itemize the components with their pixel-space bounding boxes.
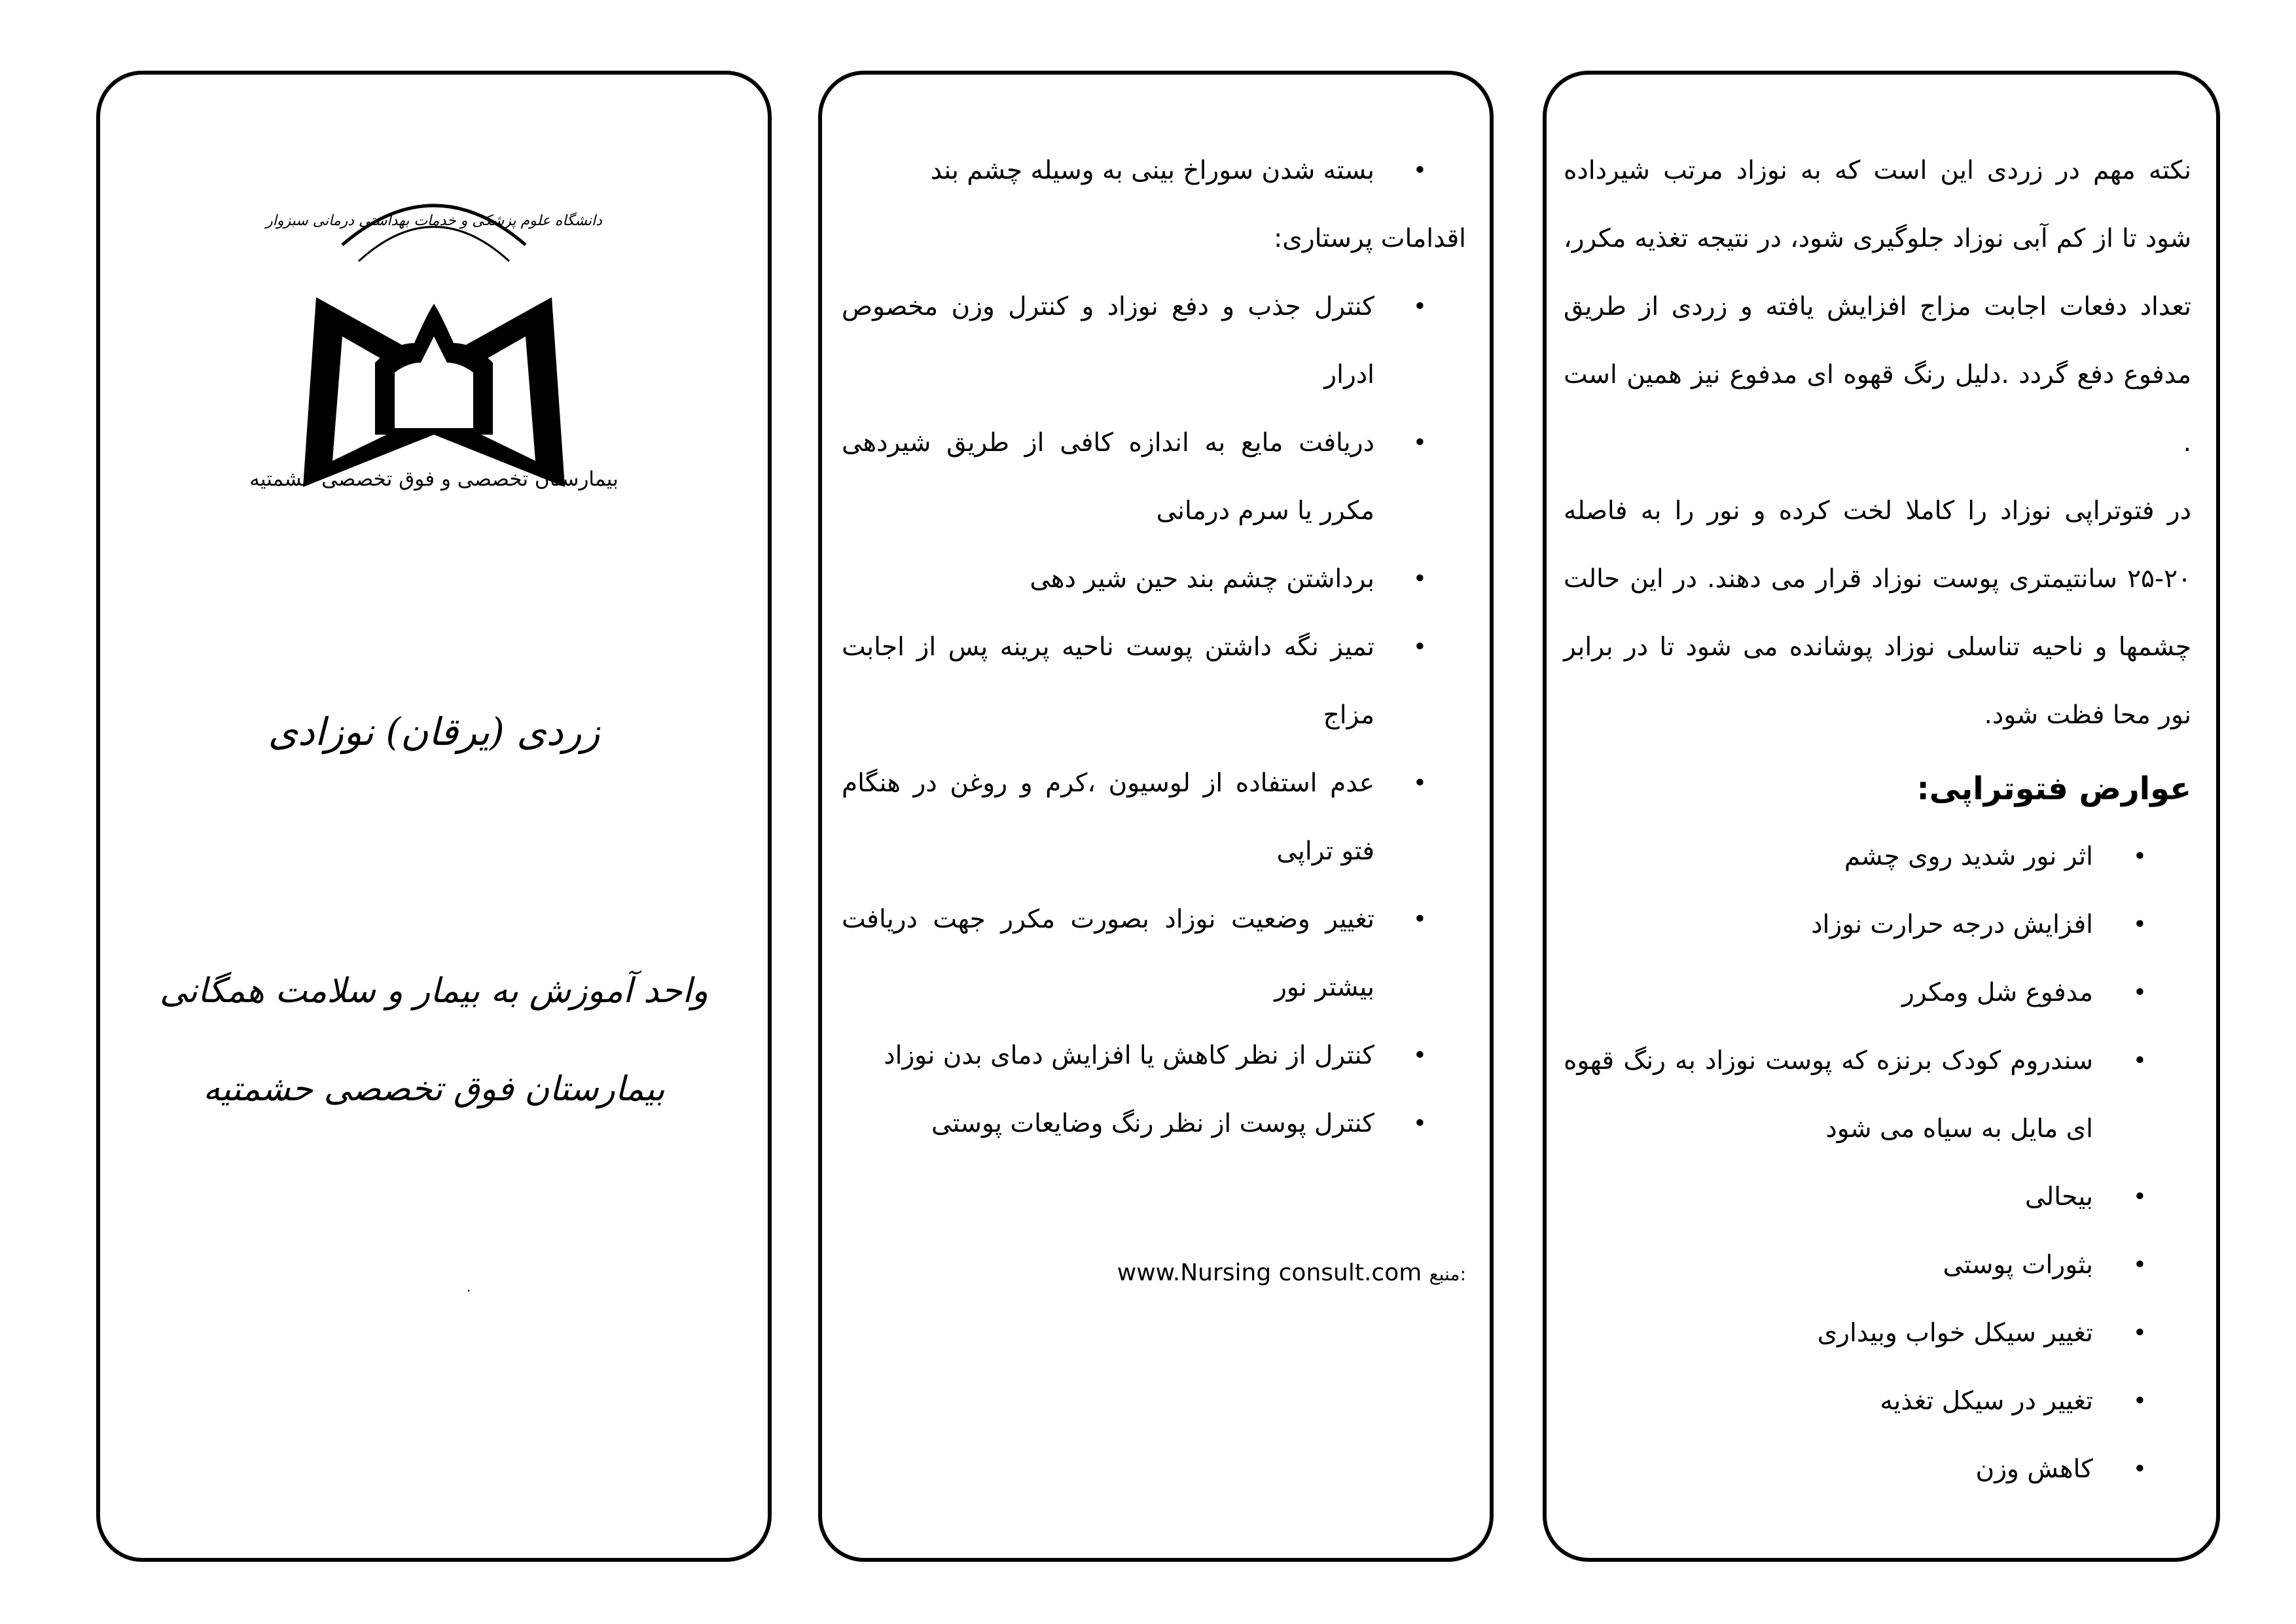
phototherapy-content [1564,137,2191,1504]
list-item: • افزایش درجه حرارت نوزاد [1564,891,2191,959]
education-unit: واحد آموزش به بیمار و سلامت همگانی [160,971,708,1011]
list-item: • بثورات پوستی [1564,1231,2191,1299]
list-item: • مدفوع شل ومکرر [1564,959,2191,1027]
list-item: • کنترل پوست از نظر رنگ وضایعات پوستی [842,1090,1466,1158]
list-item: • بسته شدن سوراخ بینی به وسیله چشم بند [842,137,1466,205]
list-item: • اثر نور شدید روی چشم [1564,823,2191,891]
university-logo-icon [266,147,602,513]
nursing-actions-content [842,137,1466,1158]
list-item: • دریافت مایع به اندازه کافی از طریق شیردهی مکرر یا سرم درمانی [842,409,1466,545]
paragraph-feeding: نکته مهم در زردی این است که به نوزاد مرتب شیرداده شود تا از کم آبی نوزاد جلوگیری شود، در نتیجه تغذیه مکرر، تعداد دفعات اجابت مزاج افزایش یافته و زردی از طریق مدفوع دفع گردد .دلیل رنگ قهوه ای مدفوع نیز همین است . [1564,156,2191,458]
source-url: www.Nursing consult.com [1117,1259,1422,1286]
list-item: • برداشتن چشم بند حین شیر دهی [842,545,1466,613]
complications-list [1564,823,2191,1504]
list-item: • عدم استفاده از لوسیون ،کرم و روغن در هنگام فتو تراپی [842,749,1466,886]
hospital-name-large: بیمارستان فوق تخصصی حشمتیه [203,1070,665,1109]
logo-text: دانشگاه علوم پزشکی و خدمات بهداشتی درمانی سبزوار [266,213,602,229]
source-label: منبع: [1429,1263,1466,1285]
hospital-name-small: بیمارستان تخصصی و فوق تخصصی حشمتیه [249,467,619,491]
list-item: • تغییر سیکل خواب وبیداری [1564,1299,2191,1367]
list-item: • تغییر در سیکل تغذیه [1564,1367,2191,1435]
list-item: • کاهش وزن [1564,1435,2191,1504]
top-list [842,137,1466,205]
list-item: • کنترل جذب و دفع نوزاد و کنترل وزن مخصوص ادرار [842,273,1466,409]
nursing-actions-list [842,273,1466,1158]
dot-mark: . [467,1279,471,1295]
list-item: • تغییر وضعیت نوزاد بصورت مکرر جهت دریافت بیشتر نور [842,886,1466,1022]
list-item: • سندروم کودک برنزه که پوست نوزاد به رنگ قهوه ای مایل به سیاه می شود [1564,1027,2191,1163]
cover-panel [96,71,772,1562]
complications-heading: عوارض فتوتراپی: [1916,770,2191,807]
paragraph-phototherapy: در فتوتراپی نوزاد را کاملا لخت کرده و نور را به فاصله ۲۰-۲۵ سانتیمتری پوست نوزاد قرار می دهند. در این حالت چشمها و ناحیه تناسلی نوزاد پوشانده می شود تا در برابر نور محا فظت شود. [1564,496,2191,730]
source-line [1117,1259,1466,1286]
list-item: • کنترل از نظر کاهش یا افزایش دمای بدن نوزاد [842,1022,1466,1090]
brochure-title: زردی (یرقان) نوزادی [268,710,600,754]
nursing-actions-panel [818,71,1494,1562]
phototherapy-panel [1543,71,2220,1562]
list-item: • بیحالی [1564,1163,2191,1231]
nursing-actions-heading: اقدامات پرستاری: [1274,224,1466,253]
list-item: • تمیز نگه داشتن پوست ناحیه پرینه پس از اجابت مزاج [842,613,1466,749]
